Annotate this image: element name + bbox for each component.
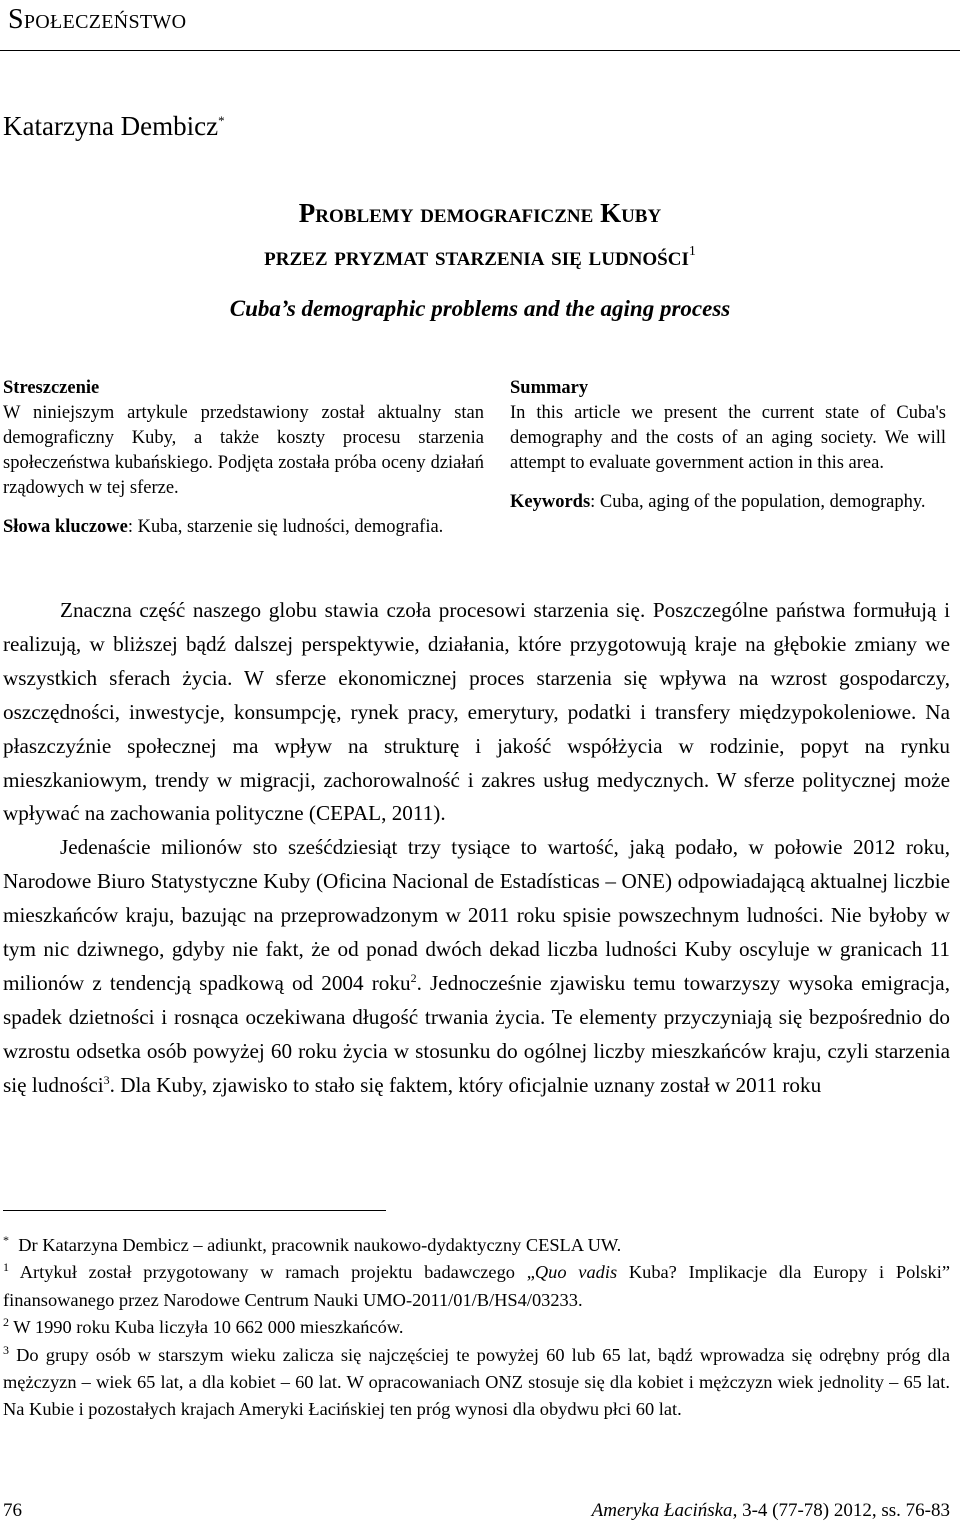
title-footnote-mark[interactable]: 1 — [688, 244, 696, 259]
footnote-1-italic: Quo vadis — [534, 1262, 618, 1283]
summary-heading: Summary — [510, 378, 589, 398]
footnote-2-text: W 1990 roku Kuba liczyła 10 662 000 mieszkańców. — [13, 1317, 404, 1338]
author-name — [3, 111, 225, 142]
article-body — [3, 594, 950, 1103]
section-heading: Społeczeństwo — [8, 4, 187, 35]
page-number: 76 — [3, 1500, 22, 1521]
journal-citation — [592, 1500, 950, 1522]
keywords-text-en: : Cuba, aging of the population, demography. — [590, 492, 926, 512]
author-text: Katarzyna Dembicz — [3, 111, 219, 141]
section-divider — [0, 50, 960, 51]
footnote-3-mark: 3 — [3, 1342, 9, 1357]
footnote-author — [3, 1232, 950, 1259]
keywords-english — [510, 490, 946, 515]
footnote-2-mark: 2 — [3, 1315, 9, 1330]
keywords-label-en: Keywords — [510, 492, 591, 512]
abstract-english — [510, 376, 946, 515]
journal-issue: , 3-4 (77-78) 2012, ss. 76-83 — [732, 1500, 950, 1521]
footnotes — [3, 1232, 950, 1424]
body-paragraph-2 — [3, 831, 950, 1102]
abstract-polish — [3, 376, 484, 540]
footnote-3-text: Do grupy osób w starszym wieku zalicza się najczęściej te powyżej 60 lub 65 lat, bądź wprowadza się odrębny próg dla mężczyzn – wiek 65 lat, a dla kobiet – 60 lat. W opracowaniach ONZ stosuje się dla kobiet i mężczyzn wiek jednolity – 65 lat. Na Kubie i pozostałych krajach Ameryki Łacińskiej ten próg wynosi dla obydwu płci 60 lat. — [3, 1344, 950, 1420]
article-title-line2 — [0, 241, 960, 272]
footnote-author-mark: * — [3, 1232, 9, 1247]
footnote-ref-3[interactable]: 3 — [103, 1072, 110, 1087]
footnote-1-mark: 1 — [3, 1260, 9, 1275]
body-paragraph-2-part3: . Dla Kuby, zjawisko to stało się faktem, który oficjalnie uznany został w 2011 roku — [109, 1072, 822, 1097]
body-paragraph-2-part1: Jedenaście milionów sto sześćdziesiąt trzy tysiące to wartość, jaką podało, w połowie 2012 roku, Narodowe Biuro Statystyczne Kuby (Oficina Nacional de Estadísticas – ONE) odpowiadającą aktualnej liczbie mieszkańców kraju, bazując na przeprowadzonym w 2011 roku spisie powszechnym ludności. Nie byłoby w tym nic dziwnego, gdyby nie fakt, że od ponad dwóch dekad liczba ludności Kuby oscyluje w granicach 11 milionów z tendencją spadkową od 2004 roku — [3, 835, 950, 995]
article-title-line1: Problemy demograficzne Kuby — [298, 198, 662, 228]
article-subtitle: Cuba’s demographic problems and the aging process — [229, 296, 731, 321]
keywords-polish — [3, 515, 484, 540]
footnote-2 — [3, 1314, 950, 1341]
footnote-ref-2[interactable]: 2 — [410, 970, 417, 985]
author-footnote-mark[interactable]: * — [218, 113, 225, 128]
footnote-divider — [3, 1210, 386, 1211]
footnote-3 — [3, 1342, 950, 1424]
footnote-author-text: Dr Katarzyna Dembicz – adiunkt, pracownik naukowo-dydaktyczny CESLA UW. — [18, 1235, 622, 1255]
article-title-line2-text: przez pryzmat starzenia się ludności — [264, 241, 689, 271]
abstract-heading: Streszczenie — [3, 378, 100, 398]
body-paragraph-1: Znaczna część naszego globu stawia czoła procesowi starzenia się. Poszczególne państwa formułują i realizują, w bliższej bądź dalszej perspektywie, działania, które przygotowują kraje na głębokie zmiany we wszystkich sferach życia. W sferze ekonomicznej proces starzenia się wpływa na wzrost gospodarczy, oszczędności, inwestycje, konsumpcję, rynek pracy, emerytury, podatki i transfery międzypokoleniowe. Na płaszczyźnie społecznej ma wpływ na strukturę i jakość współżycia w rodzinie, popyt na rynku mieszkaniowym, trendy w migracji, zachorowalność i zakres usług medycznych. W sferze politycznej może wpływać na zachowania polityczne (CEPAL, 2011). — [3, 598, 950, 826]
abstract-text: W niniejszym artykule przedstawiony został aktualny stan demograficzny Kuby, a także koszty procesu starzenia społeczeństwa kubańskiego. Podjęta została próba oceny działań rządowych w tej sferze. — [3, 403, 484, 498]
summary-text: In this article we present the current state of Cuba's demography and the costs of an aging society. We will attempt to evaluate government action in this area. — [510, 403, 946, 473]
keywords-label: Słowa kluczowe — [3, 517, 128, 537]
body-paragraph-2-part2: . Jednocześnie zjawisku temu towarzyszy wysoka emigracja, spadek dzietności i rosnąca oczekiwana długość trwania życia. Te elementy przyczyniają się bezpośrednio do wzrostu odsetka osób powyżej 60 roku życia w stosunku do ogólnej liczby mieszkańców kraju, czyli starzenia się ludności — [3, 970, 950, 1097]
footnote-1-text-b: Kuba? Implikacje dla Europy i Polski” finansowanego przez Narodowe Centrum Nauki UMO-2011/01/B/HS4/03233. — [3, 1262, 951, 1310]
journal-name: Ameryka Łacińska — [591, 1500, 733, 1521]
footnote-1-text-a: Artykuł został przygotowany w ramach projektu badawczego „ — [19, 1262, 535, 1283]
keywords-text: : Kuba, starzenie się ludności, demografia. — [127, 517, 444, 537]
footnote-1 — [3, 1259, 950, 1314]
